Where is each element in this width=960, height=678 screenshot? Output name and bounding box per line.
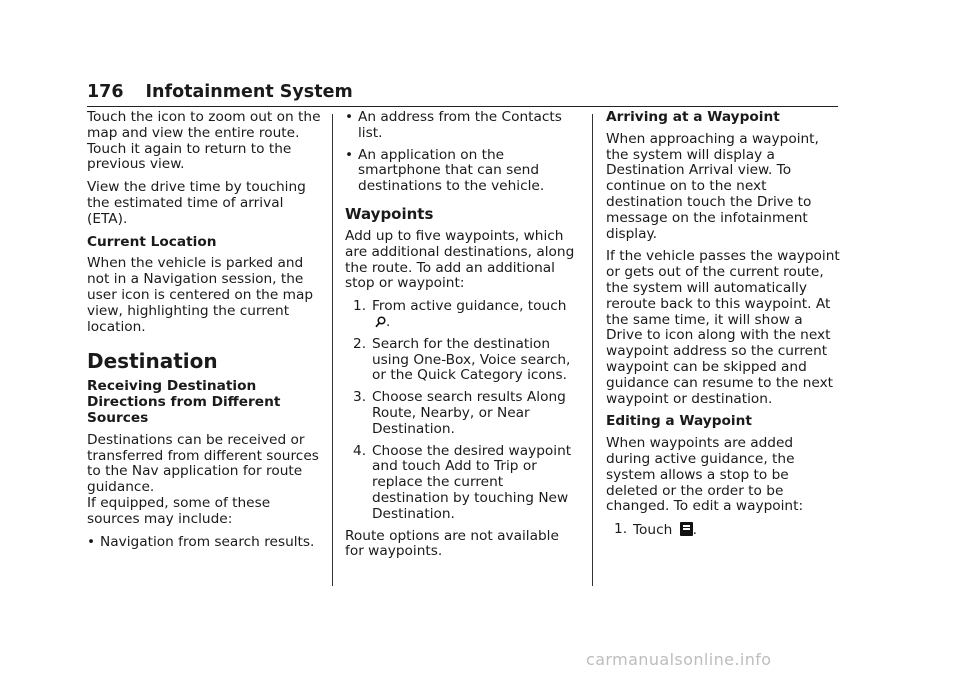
step-text: Touch — [633, 522, 673, 539]
step-text: Search for the destination using One-Box, Voice search, or the Quick Category icons. — [372, 335, 571, 384]
paragraph: Route options are not available for waypoints. — [345, 527, 559, 560]
step-item — [606, 522, 841, 539]
paragraph: When waypoints are added during active guidance, the system allows a stop to be deleted or the order to be changed. To edit a waypoint: — [606, 435, 804, 515]
search-icon — [375, 316, 386, 328]
watermark: carmanualsonline.info — [586, 650, 772, 669]
paragraph: When the vehicle is parked and not in a Navigation session, the user icon is centered on the map view, highlighting the current location. — [87, 255, 314, 335]
step-number: 2. — [353, 335, 367, 352]
column-1 — [87, 110, 322, 556]
heading-waypoints: Waypoints — [345, 204, 434, 223]
step-item — [345, 337, 580, 384]
section-title: Infotainment System — [145, 82, 353, 102]
list-item: • An address from the Contacts list. — [345, 110, 580, 142]
step-number: 3. — [353, 389, 367, 406]
paragraph: If the vehicle passes the waypoint or gets out of the current route, the system will automatically reroute back to this waypoint. At the same time, it will show a Drive to icon along with the next waypoint address so the current waypoint can be skipped and guidance can resume to the next waypoint or destination. — [606, 248, 840, 407]
step-punctuation: . — [692, 522, 698, 539]
paragraph: Add up to five waypoints, which are additional destinations, along the route. To add an additional stop or waypoint: — [345, 227, 575, 292]
step-text: Choose search results Along Route, Nearby, or Near Destination. — [372, 389, 566, 437]
sources-list-continued — [345, 110, 580, 195]
trip-menu-icon — [680, 522, 693, 536]
step-punctuation: . — [386, 313, 391, 330]
step-text: From active guidance, touch — [372, 298, 567, 315]
paragraph: Destinations can be received or transferred from different sources to the Nav application for route guidance. — [87, 431, 319, 496]
step-number: 4. — [353, 442, 367, 459]
step-number: 1. — [614, 521, 628, 538]
paragraph: When approaching a waypoint, the system will display a Destination Arrival view. To continue on to the next destination touch the Drive to message on the infotainment display. — [606, 130, 819, 242]
step-number: 1. — [353, 298, 367, 315]
list-item: • Navigation from search results. — [87, 535, 322, 551]
subheading-receiving-destination: Receiving Destination Directions from Different Sources — [87, 378, 281, 426]
column-divider — [592, 114, 593, 586]
step-item — [345, 299, 580, 331]
edit-steps — [606, 522, 841, 539]
heading-destination: Destination — [87, 349, 218, 374]
step-text: Choose the desired waypoint and touch Add to Trip or replace the current destination by touching New Destination. — [372, 442, 572, 522]
subheading-current-location: Current Location — [87, 233, 217, 250]
paragraph: If equipped, some of these sources may include: — [87, 494, 271, 527]
list-item: • An application on the smartphone that can send destinations to the vehicle. — [345, 148, 580, 195]
column-2 — [345, 110, 580, 567]
page-header — [87, 80, 838, 107]
subheading-editing-waypoint: Editing a Waypoint — [606, 413, 752, 430]
sources-list — [87, 535, 322, 551]
paragraph: View the drive time by touching the estimated time of arrival (ETA). — [87, 179, 306, 227]
page-number: 176 — [87, 82, 124, 102]
step-item — [345, 444, 580, 523]
step-item — [345, 390, 580, 437]
paragraph: Touch the icon to zoom out on the map and view the entire route. Touch it again to return to the previous view. — [87, 109, 321, 173]
waypoint-steps — [345, 299, 580, 522]
subheading-arriving-waypoint: Arriving at a Waypoint — [606, 109, 780, 125]
column-divider — [332, 114, 333, 586]
column-3 — [606, 110, 841, 545]
